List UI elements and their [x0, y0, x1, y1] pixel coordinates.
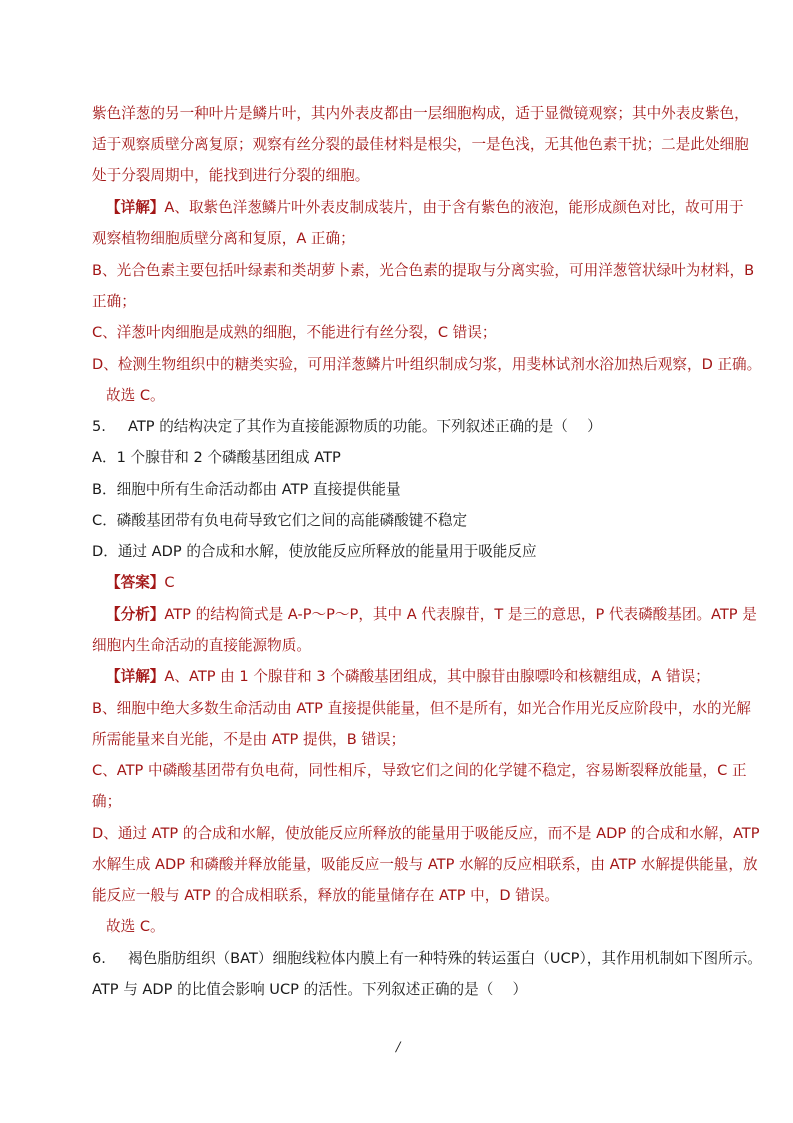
- question-5-stem: [92, 417, 602, 437]
- page-footer-mark: /: [396, 1040, 401, 1055]
- detail-text: A、取紫色洋葱鳞片叶外表皮制成装片，由于含有紫色的液泡，能形成颜色对比，故可用于: [164, 199, 744, 216]
- detail-text: A、ATP 由 1 个腺苷和 3 个磷酸基团组成，其中腺苷由腺嘌呤和核糖组成，A 错误；: [164, 668, 710, 685]
- conclusion-line: 故选 C。: [106, 918, 165, 935]
- text-line: D、检测生物组织中的糖类实验，可用洋葱鳞片叶组织制成匀浆，用斐林试剂水浴加热后观察，D 正确。: [92, 356, 762, 373]
- text-line: D、通过 ATP 的合成和水解，使放能反应所释放的能量用于吸能反应，而不是 ADP 的合成和水解，ATP: [92, 825, 760, 842]
- text-line: ATP 与 ADP 的比值会影响 UCP 的活性。下列叙述正确的是（ ）: [92, 981, 528, 998]
- text-line: 细胞内生命活动的直接能源物质。: [92, 637, 311, 654]
- answer-tag: 【答案】: [106, 574, 165, 591]
- text-line: B、细胞中绝大多数生命活动由 ATP 直接提供能量，但不是所有，如光合作用光反应阶段中，水的光解: [92, 700, 751, 717]
- text-line: 水解生成 ADP 和磷酸并释放能量，吸能反应一般与 ATP 水解的反应相联系，由 ATP 水解提供能量，放: [92, 856, 758, 873]
- text-line: 确；: [92, 793, 122, 810]
- text-line: 适于观察质壁分离复原；观察有丝分裂的最佳材料是根尖，一是色浅，无其他色素干扰；二是此处细胞: [92, 136, 749, 153]
- question-number: 5.: [92, 418, 106, 435]
- option-c: C．磷酸基团带有负电荷导致它们之间的高能磷酸键不稳定: [92, 512, 468, 529]
- option-b: B．细胞中所有生命活动都由 ATP 直接提供能量: [92, 481, 401, 498]
- text-line: 所需能量来自光能，不是由 ATP 提供，B 错误；: [92, 731, 406, 748]
- text-line: 观察植物细胞质壁分离和复原，A 正确；: [92, 230, 355, 247]
- question-text: ATP 的结构决定了其作为直接能源物质的功能。下列叙述正确的是（ ）: [128, 418, 602, 435]
- text-line: C、ATP 中磷酸基团带有负电荷，同性相斥，导致它们之间的化学键不稳定，容易断裂释放能量，C 正: [92, 762, 747, 779]
- detail-line: [106, 198, 744, 218]
- text-line: C、洋葱叶肉细胞是成熟的细胞，不能进行有丝分裂，C 错误；: [92, 324, 497, 341]
- detail-tag: 【详解】: [106, 668, 165, 685]
- question-text: 褐色脂肪组织（BAT）细胞线粒体内膜上有一种特殊的转运蛋白（UCP），其作用机制如下图所示。: [128, 950, 762, 967]
- analysis-line: [106, 605, 757, 625]
- conclusion-line: 故选 C。: [106, 387, 165, 404]
- option-d: D．通过 ADP 的合成和水解，使放能反应所释放的能量用于吸能反应: [92, 543, 537, 560]
- analysis-tag: 【分析】: [106, 606, 165, 623]
- detail-tag: 【详解】: [106, 199, 165, 216]
- detail-line: [106, 667, 710, 687]
- text-line: 紫色洋葱的另一种叶片是鳞片叶，其内外表皮都由一层细胞构成，适于显微镜观察；其中外表皮紫色，: [92, 105, 749, 122]
- text-line: B、光合色素主要包括叶绿素和类胡萝卜素，光合色素的提取与分离实验，可用洋葱管状绿叶为材料，B: [92, 262, 755, 279]
- question-6-stem: [92, 949, 762, 969]
- option-a: A．1 个腺苷和 2 个磷酸基团组成 ATP: [92, 449, 341, 466]
- text-line: 正确；: [92, 293, 136, 310]
- text-line: 处于分裂周期中，能找到进行分裂的细胞。: [92, 167, 370, 184]
- text-line: 能反应一般与 ATP 的合成相联系，释放的能量储存在 ATP 中，D 错误。: [92, 887, 560, 904]
- analysis-text: ATP 的结构简式是 A-P～P～P，其中 A 代表腺苷，T 是三的意思，P 代表磷酸基团。ATP 是: [164, 606, 757, 623]
- answer-value: C: [164, 574, 175, 591]
- answer-line: [106, 573, 175, 593]
- question-number: 6.: [92, 950, 106, 967]
